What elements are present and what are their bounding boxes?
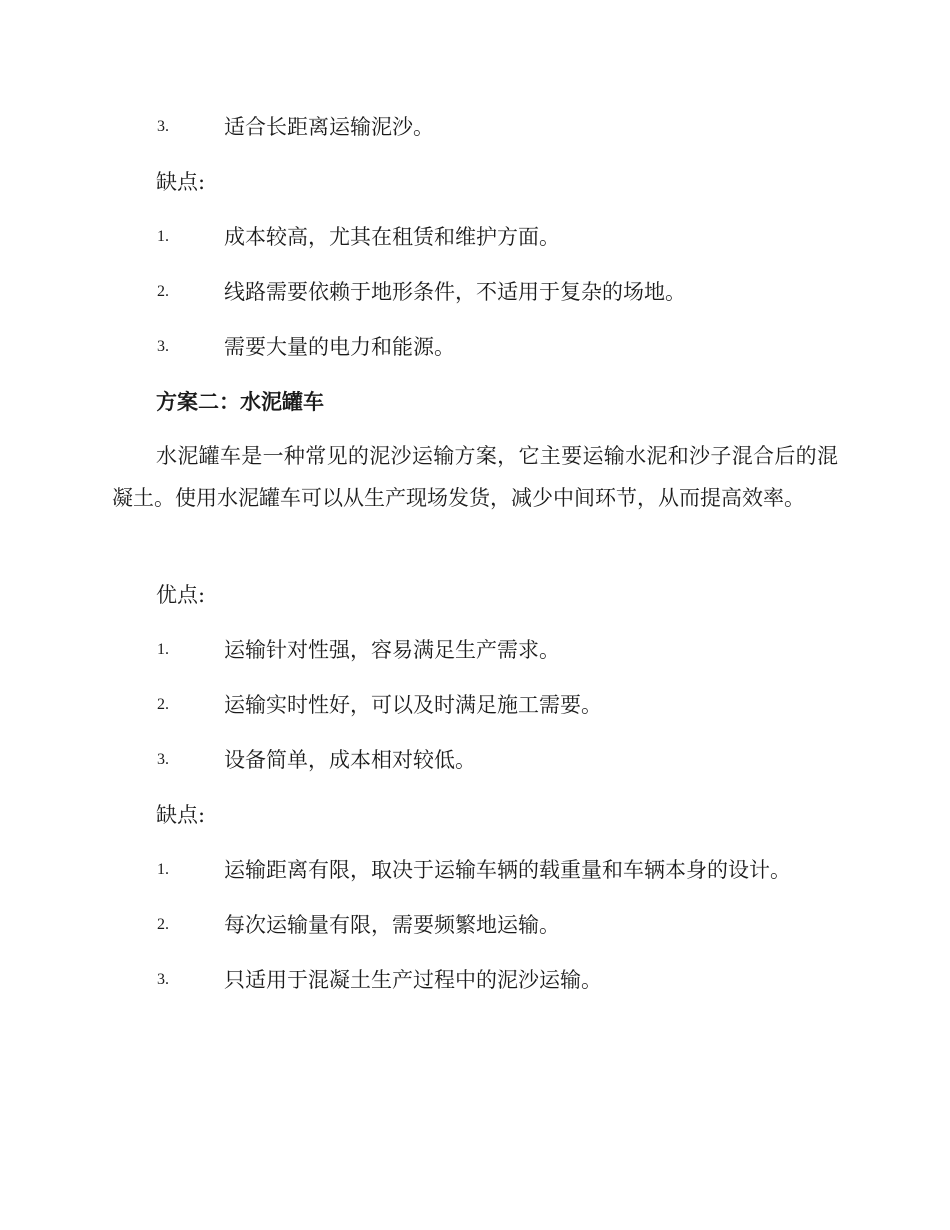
advantages-label: 优点: bbox=[156, 583, 206, 607]
disadvantages-label: 缺点: bbox=[156, 170, 206, 194]
list-item-text: 线路需要依赖于地形条件，不适用于复杂的场地。 bbox=[224, 280, 686, 304]
list-item-number: 3. bbox=[157, 118, 169, 135]
list-item-number: 3. bbox=[157, 971, 169, 988]
list-item-number: 2. bbox=[157, 696, 169, 713]
disadvantages-label: 缺点: bbox=[156, 803, 206, 827]
list-item-text: 设备简单，成本相对较低。 bbox=[224, 748, 476, 772]
list-item-text: 适合长距离运输泥沙。 bbox=[224, 115, 434, 139]
list-item-number: 1. bbox=[157, 641, 169, 658]
section-heading: 方案二：水泥罐车 bbox=[156, 390, 324, 414]
list-item-text: 每次运输量有限，需要频繁地运输。 bbox=[224, 913, 560, 937]
list-item-number: 3. bbox=[157, 338, 169, 355]
list-item-text: 需要大量的电力和能源。 bbox=[224, 335, 455, 359]
list-item-number: 3. bbox=[157, 751, 169, 768]
list-item-number: 1. bbox=[157, 861, 169, 878]
list-item-text: 运输实时性好，可以及时满足施工需要。 bbox=[224, 693, 602, 717]
list-item-text: 运输距离有限，取决于运输车辆的载重量和车辆本身的设计。 bbox=[224, 858, 791, 882]
body-paragraph: 水泥罐车是一种常见的泥沙运输方案，它主要运输水泥和沙子混合后的混凝土。使用水泥罐车可以从生产现场发货，减少中间环节，从而提高效率。 bbox=[112, 444, 838, 510]
list-item-text: 成本较高，尤其在租赁和维护方面。 bbox=[224, 225, 560, 249]
list-item-number: 2. bbox=[157, 283, 169, 300]
list-item-number: 2. bbox=[157, 916, 169, 933]
list-item-text: 运输针对性强，容易满足生产需求。 bbox=[224, 638, 560, 662]
list-item-number: 1. bbox=[157, 228, 169, 245]
list-item-text: 只适用于混凝土生产过程中的泥沙运输。 bbox=[224, 968, 602, 992]
